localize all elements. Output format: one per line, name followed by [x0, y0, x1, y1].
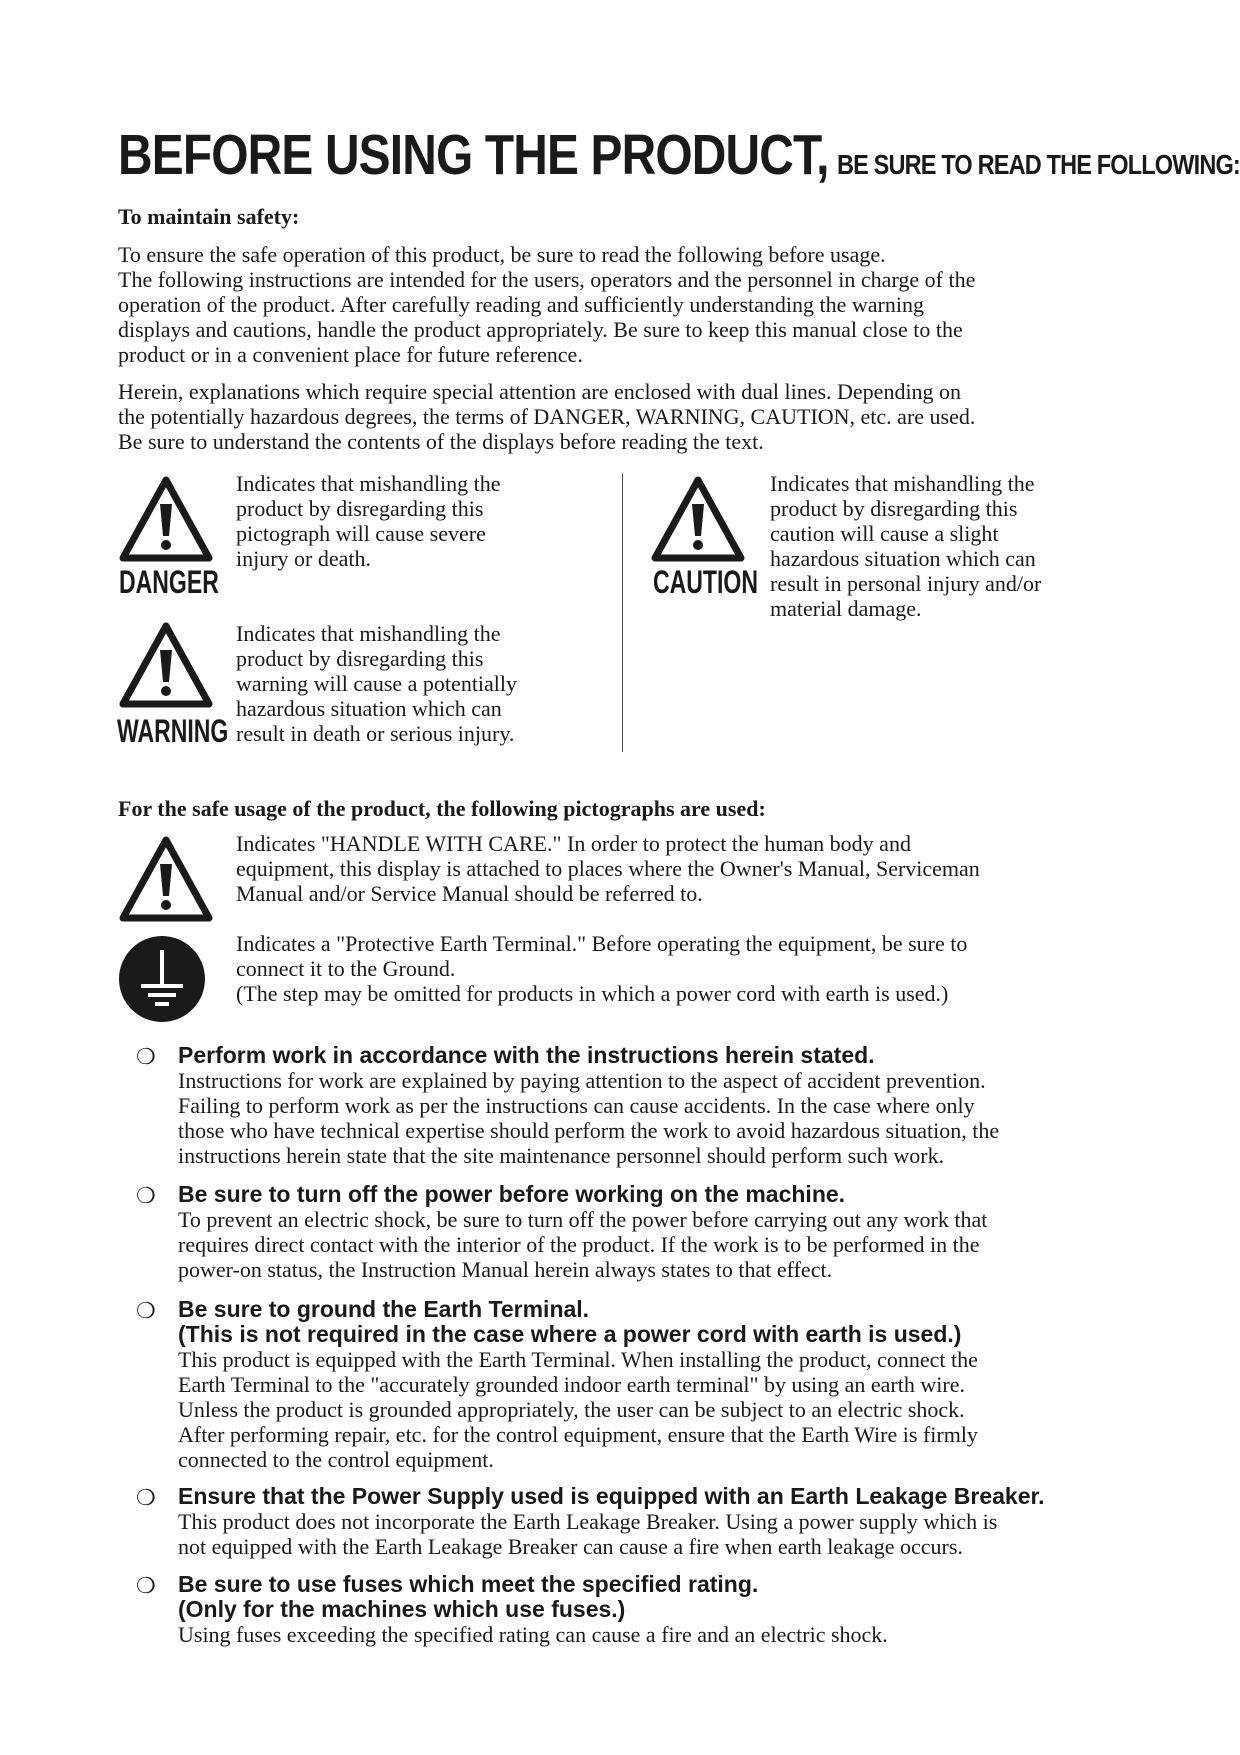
text-line: product by disregarding this — [770, 496, 1018, 521]
text-line: The following instructions are intended for the users, operators and the personnel in charge of the — [118, 267, 976, 292]
warning-label: WARNING — [117, 713, 229, 749]
warning-triangle-icon — [117, 620, 215, 712]
title-main: BEFORE USING THE PRODUCT, — [118, 123, 829, 187]
text-line: This product does not incorporate the Earth Leakage Breaker. Using a power supply which is — [178, 1509, 998, 1534]
text-line: product by disregarding this — [236, 496, 484, 521]
text-line: equipment, this display is attached to places where the Owner's Manual, Serviceman — [236, 856, 980, 881]
text-line: power-on status, the Instruction Manual herein always states to that effect. — [178, 1257, 833, 1282]
text-line: To ensure the safe operation of this product, be sure to read the following before usage. — [118, 242, 886, 267]
title-sub: BE SURE TO READ THE FOLLOWING: — [836, 149, 1240, 180]
text-line: connected to the control equipment. — [178, 1447, 494, 1472]
text-line: Indicates that mishandling the — [236, 471, 501, 496]
text-line: material damage. — [770, 596, 922, 621]
text-line: After performing repair, etc. for the control equipment, ensure that the Earth Wire is firmly — [178, 1422, 978, 1447]
pictographs-heading: For the safe usage of the product, the following pictographs are used: — [118, 796, 766, 821]
text-line: (The step may be omitted for products in which a power cord with earth is used.) — [236, 981, 949, 1006]
danger-label: DANGER — [119, 564, 219, 600]
text-line: caution will cause a slight — [770, 521, 999, 546]
bullet-icon: ❍ — [136, 1044, 156, 1069]
danger-description — [236, 471, 501, 571]
text-line: hazardous situation which can — [236, 696, 502, 721]
caution-description — [770, 471, 1041, 621]
text-line: connect it to the Ground. — [236, 956, 456, 981]
protective-earth-description — [236, 931, 967, 1006]
text-line: To prevent an electric shock, be sure to turn off the power before carrying out any work that — [178, 1207, 988, 1232]
item-3-heading — [178, 1297, 961, 1347]
item-5-heading — [178, 1572, 758, 1622]
danger-warning-triangle-icon — [117, 474, 215, 566]
text-line: Perform work in accordance with the instructions herein stated. — [178, 1042, 875, 1068]
item-2-body — [178, 1207, 987, 1282]
text-line: requires direct contact with the interior of the product. If the work is to be performed in the — [178, 1232, 980, 1257]
page-title — [118, 122, 1240, 188]
caution-label: CAUTION — [653, 564, 758, 600]
text-line: warning will cause a potentially — [236, 671, 518, 696]
text-line: Be sure to understand the contents of the displays before reading the text. — [118, 429, 764, 454]
item-1-body — [178, 1068, 999, 1168]
text-line: Ensure that the Power Supply used is equipped with an Earth Leakage Breaker. — [178, 1483, 1045, 1509]
bullet-icon: ❍ — [136, 1485, 156, 1510]
item-4-heading — [178, 1484, 1045, 1509]
text-line: Using fuses exceeding the specified rating can cause a fire and an electric shock. — [178, 1622, 888, 1647]
text-line: result in death or serious injury. — [236, 721, 515, 746]
text-line: Earth Terminal to the "accurately grounded indoor earth terminal" by using an earth wire. — [178, 1372, 965, 1397]
caution-triangle-icon — [649, 474, 747, 566]
item-5-body — [178, 1622, 888, 1647]
text-line: Manual and/or Service Manual should be referred to. — [236, 881, 703, 906]
text-line: Herein, explanations which require special attention are enclosed with dual lines. Depending on — [118, 379, 962, 404]
text-line: displays and cautions, handle the product appropriately. Be sure to keep this manual close to the — [118, 317, 963, 342]
text-line: product or in a convenient place for future reference. — [118, 342, 583, 367]
text-line: Indicates a "Protective Earth Terminal." Before operating the equipment, be sure to — [236, 931, 968, 956]
column-divider — [622, 474, 623, 752]
text-line: pictograph will cause severe — [236, 521, 486, 546]
text-line: hazardous situation which can — [770, 546, 1036, 571]
text-line: operation of the product. After carefully reading and sufficiently understanding the warning — [118, 292, 924, 317]
text-line: instructions herein state that the site maintenance personnel should perform such work. — [178, 1143, 945, 1168]
text-line: Indicates that mishandling the — [236, 621, 501, 646]
text-line: Be sure to turn off the power before working on the machine. — [178, 1181, 846, 1207]
text-line: not equipped with the Earth Leakage Breaker can cause a fire when earth leakage occurs. — [178, 1534, 963, 1559]
text-line: those who have technical expertise should perform the work to avoid hazardous situation, the — [178, 1118, 1000, 1143]
safety-heading: To maintain safety: — [118, 204, 300, 229]
text-line: This product is equipped with the Earth Terminal. When installing the product, connect the — [178, 1347, 978, 1372]
handle-with-care-icon — [117, 834, 215, 926]
text-line: Failing to perform work as per the instructions can cause accidents. In the case where only — [178, 1093, 975, 1118]
warning-description — [236, 621, 517, 746]
safety-paragraph-2 — [118, 379, 1118, 454]
text-line: (Only for the machines which use fuses.) — [178, 1596, 626, 1622]
safety-paragraph-1 — [118, 242, 1118, 367]
protective-earth-icon — [117, 934, 207, 1024]
item-3-body — [178, 1347, 978, 1472]
bullet-icon: ❍ — [136, 1573, 156, 1598]
text-line: Indicates that mishandling the — [770, 471, 1035, 496]
text-line: result in personal injury and/or — [770, 571, 1042, 596]
text-line: Indicates "HANDLE WITH CARE." In order to protect the human body and — [236, 831, 911, 856]
bullet-icon: ❍ — [136, 1298, 156, 1323]
text-line: Unless the product is grounded appropriately, the user can be subject to an electric shock. — [178, 1397, 965, 1422]
text-line: Be sure to use fuses which meet the specified rating. — [178, 1571, 759, 1597]
item-2-heading — [178, 1182, 845, 1207]
text-line: (This is not required in the case where a power cord with earth is used.) — [178, 1321, 962, 1347]
text-line: Be sure to ground the Earth Terminal. — [178, 1296, 590, 1322]
text-line: product by disregarding this — [236, 646, 484, 671]
bullet-icon: ❍ — [136, 1183, 156, 1208]
text-line: the potentially hazardous degrees, the terms of DANGER, WARNING, CAUTION, etc. are used. — [118, 404, 976, 429]
handle-with-care-description — [236, 831, 980, 906]
item-1-heading — [178, 1043, 875, 1068]
text-line: Instructions for work are explained by paying attention to the aspect of accident prevention. — [178, 1068, 986, 1093]
item-4-body — [178, 1509, 997, 1559]
text-line: injury or death. — [236, 546, 372, 571]
